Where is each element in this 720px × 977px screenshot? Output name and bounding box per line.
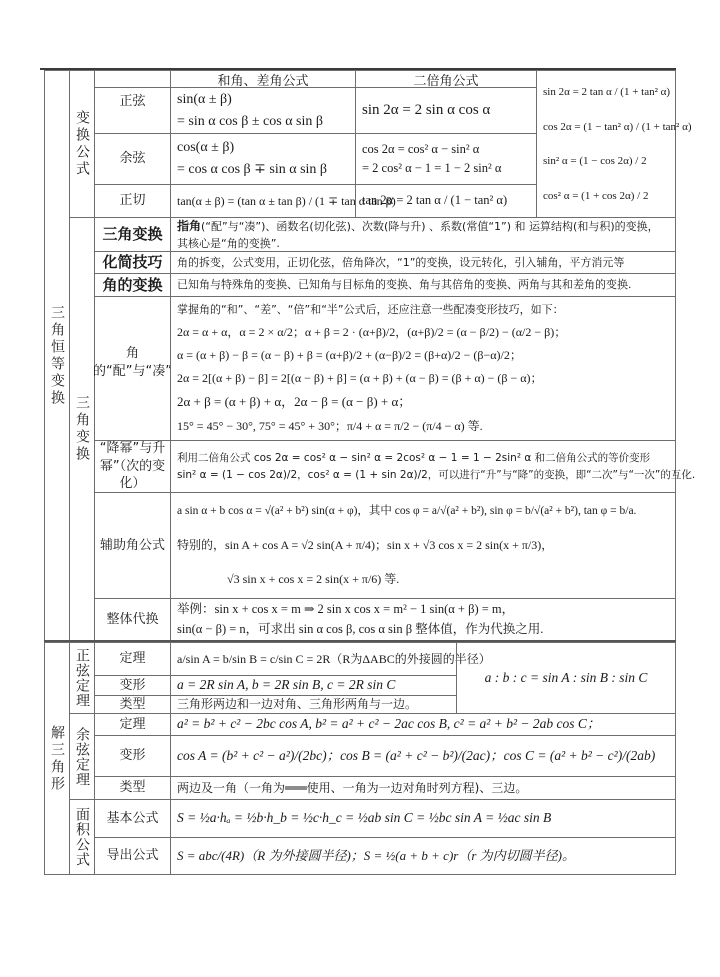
formula-line: = cos α cos β ∓ sin α sin β xyxy=(177,162,328,177)
label-text: 整体代换 xyxy=(106,611,159,627)
lead-text: 指角 xyxy=(177,218,202,233)
group-area xyxy=(69,799,95,875)
row-label-sine-text: 正弦 xyxy=(119,94,146,110)
cosine-law-theorem-label xyxy=(94,713,171,736)
sine-law-theorem xyxy=(170,642,491,676)
tangent-sum-diff xyxy=(170,184,396,218)
trig-transform-desc xyxy=(170,217,676,252)
formula-line: 特别的，sin A + cos A = √2 sin(A + π/4)；sin x + √3 cos x = 2 sin(x + π/3)， xyxy=(177,537,554,552)
cosine-sum-diff xyxy=(170,133,356,185)
group-formulas xyxy=(69,70,95,218)
group-sine-law xyxy=(69,642,95,714)
label-text: 辅助角公式 xyxy=(99,537,165,553)
area-basic xyxy=(170,799,676,838)
section-title-triangles xyxy=(44,642,70,875)
label-text: 类型 xyxy=(119,780,146,796)
label-match xyxy=(94,296,171,441)
row-label-tangent-text: 正切 xyxy=(119,193,146,209)
formula-line: sin 2α = 2 sin α cos α xyxy=(362,101,491,118)
formula-line: a : b : c = sin A : sin B : sin C xyxy=(484,669,648,685)
cosine-law-type-label xyxy=(94,776,171,800)
label-power xyxy=(94,440,171,493)
formula-line: a sin α + b cos α = √(a² + b²) sin(α + φ)，其中 cos φ = a/√(a² + b²), sin φ = b/√(a² + b²), tan φ = b/a. xyxy=(177,504,637,517)
label-text: 基本公式 xyxy=(106,810,159,826)
sine-law-type xyxy=(170,695,457,714)
formula-line: a = 2R sin A, b = 2R sin B, c = 2R sin C xyxy=(177,677,396,693)
formula-line: S = ½a·hₐ = ½b·h_b = ½c·h_c = ½ab sin C = ½bc sin A = ½ac sin B xyxy=(177,810,552,826)
formula-line: 2α = α + α，α = 2 × α/2；α + β = 2 · (α+β)/2，(α+β)/2 = (α − β/2) − (α/2 − β)； xyxy=(177,324,567,339)
label-text: 类型 xyxy=(119,696,146,712)
group-transform-label: 三角变换 xyxy=(74,395,90,463)
formula-line: tan 2α = 2 tan α / (1 − tan² α) xyxy=(362,193,508,208)
header-sum-diff xyxy=(170,70,356,88)
desc-text: 已知角与特殊角的变换、已知角与目标角的变换、角与其倍角的变换、两角与其和差角的变换. xyxy=(177,278,632,292)
match-desc xyxy=(170,296,676,441)
desc-line: 掌握角的“和”、“差”、“倍”和“半”公式后，还应注意一些配凑变形技巧，如下： xyxy=(177,303,564,317)
area-basic-label xyxy=(94,799,171,838)
formula-line: a² = b² + c² − 2bc cos A, b² = a² + c² − 2ac cos B, c² = a² + b² − 2ab cos C； xyxy=(177,716,601,732)
label-text: 三角变换 xyxy=(102,225,163,244)
aux-angle-desc xyxy=(170,492,676,599)
row-label-cosine xyxy=(94,133,171,185)
formula-line: sin 2α = 2 tan α / (1 + tan² α) xyxy=(543,86,671,99)
group-label: 正弦定理 xyxy=(74,648,90,708)
label-simplify xyxy=(94,251,171,274)
cosine-law-theorem xyxy=(170,713,676,736)
label-text: 角的变换 xyxy=(102,275,163,294)
simplify-desc xyxy=(170,251,676,274)
formula-table xyxy=(44,70,696,875)
label-aux-angle xyxy=(94,492,171,599)
formula-line: sin² α = (1 − cos 2α) / 2 xyxy=(543,155,647,168)
formula-line: √3 sin x + cos x = 2 sin(x + π/6) 等. xyxy=(227,571,400,586)
formula-line: sin(α ± β) xyxy=(177,91,232,107)
sine-law-variant-label xyxy=(94,675,171,696)
group-label: 面积公式 xyxy=(74,807,90,867)
label-substitution xyxy=(94,598,171,641)
label-text: 角的“配”与“凑” xyxy=(93,346,172,379)
label-text: 导出公式 xyxy=(106,848,159,864)
desc-text: (“配”与“凑”)、函数名(切化弦)、次数(降与升) 、系数(常值“1”) 和 运算结构(和与积)的变换，其核心是“角的变换”. xyxy=(177,219,659,251)
row-label-cosine-text: 余弦 xyxy=(119,151,146,167)
section-title-identities xyxy=(44,70,70,641)
sine-law-variant xyxy=(170,675,457,696)
formula-line: a/sin A = b/sin B = c/sin C = 2R（R为ΔABC的外接圆的半径） xyxy=(177,651,491,666)
sine-double xyxy=(355,87,537,134)
sine-sum-diff xyxy=(170,87,356,134)
formula-line: cos 2α = (1 − tan² α) / (1 + tan² α) xyxy=(543,120,692,133)
tangent-double xyxy=(355,184,537,218)
header-sum-diff-text: 和角、差角公式 xyxy=(217,73,309,89)
area-derived-label xyxy=(94,837,171,875)
formula-line: tan(α ± β) = (tan α ± tan β) / (1 ∓ tan α tan β) xyxy=(177,193,396,208)
desc-line: sin² α = (1 − cos 2α)/2，cos² α = (1 + sin 2α)/2，可以进行“升”与“降”的变换，即“二次”与“一次”的互化. xyxy=(177,468,696,481)
desc-text: 三角形两边和一边对角、三角形两角与一边。 xyxy=(177,697,418,712)
desc-text: 角的拆变，公式变用，正切化弦，倍角降次，“1”的变换，设元转化，引入辅角，平方消元等 xyxy=(177,255,625,269)
label-text: “降幂”与升幂”（次的变化） xyxy=(99,441,166,492)
header-double-text: 二倍角公式 xyxy=(413,73,479,89)
power-desc xyxy=(170,440,696,493)
sine-law-type-label xyxy=(94,695,171,714)
group-transform xyxy=(69,217,95,641)
formula-line: = 2 cos² α − 1 = 1 − 2 sin² α xyxy=(362,161,502,175)
formula-line: S = abc/(4R)（R 为外接圆半径)；S = ½(a + b + c)r（r 为内切圆半径)。 xyxy=(177,847,575,863)
section-title-text: 解三角形 xyxy=(49,724,65,793)
label-text: 定理 xyxy=(119,651,146,667)
label-text: 变形 xyxy=(119,677,146,693)
section-title-text: 三角恒等变换 xyxy=(49,304,65,407)
formula-line: α = (α + β) − β = (α − β) + β = (α+β)/2 + (α−β)/2 = (β+α)/2 − (β−α)/2； xyxy=(177,348,522,363)
area-derived xyxy=(170,837,676,875)
formula-line: 2α = 2[(α + β) − β] = 2[(α − β) + β] = (α + β) + (α − β) = (β + α) − (β − α)； xyxy=(177,371,543,386)
formula-line: = sin α cos β ± cos α sin β xyxy=(177,113,323,129)
formula-line: sin(α − β) = n，可求出 sin α cos β, cos α sin β 整体值，作为代换之用. xyxy=(177,621,544,636)
group-cosine-law xyxy=(69,713,95,800)
desc-text: 两边及一角（一角为═══使用、一角为一边对角时列方程)、三边。 xyxy=(177,780,528,795)
formula-line: cos 2α = cos² α − sin² α xyxy=(362,141,480,156)
cosine-law-variant-label xyxy=(94,735,171,777)
formula-line: 15° = 45° − 30°, 75° = 45° + 30°；π/4 + α = π/2 − (π/4 − α) 等. xyxy=(177,419,483,434)
group-formulas-label: 变换公式 xyxy=(74,110,90,178)
formula-line: cos A = (b² + c² − a²)/(2bc)；cos B = (a² + c² − b²)/(2ac)；cos C = (a² + b² − c²)/(2ab) xyxy=(177,747,656,763)
row-label-tangent xyxy=(94,184,171,218)
label-text: 定理 xyxy=(119,716,146,732)
label-angle-transform xyxy=(94,273,171,297)
angle-transform-desc xyxy=(170,273,676,297)
substitution-desc xyxy=(170,598,676,641)
group-label: 余弦定理 xyxy=(74,726,90,787)
cosine-double xyxy=(355,133,537,185)
row-label-sine xyxy=(94,70,171,134)
sine-ratio-note xyxy=(456,642,676,714)
sine-law-theorem-label xyxy=(94,642,171,676)
formula-line: cos(α ± β) xyxy=(177,140,235,156)
label-trig-transform xyxy=(94,217,171,252)
formula-line: 2α + β = (α + β) + α，2α − β = (α − β) + α； xyxy=(177,394,412,410)
cosine-law-type xyxy=(170,776,676,800)
section-divider xyxy=(44,640,676,642)
label-text: 化简技巧 xyxy=(102,253,163,272)
header-double xyxy=(355,70,537,88)
double-angle-extra xyxy=(536,70,692,218)
formula-line: 举例：sin x + cos x = m ⇒ 2 sin x cos x = m² − 1 sin(α + β) = m， xyxy=(177,602,515,617)
desc-line: 利用二倍角公式 cos 2α = cos² α − sin² α = 2cos² α − 1 = 1 − 2sin² α 和二倍角公式的等价变形 xyxy=(177,452,651,465)
cosine-law-variant xyxy=(170,735,676,777)
formula-line: cos² α = (1 + cos 2α) / 2 xyxy=(543,189,649,202)
label-text: 变形 xyxy=(119,748,146,764)
